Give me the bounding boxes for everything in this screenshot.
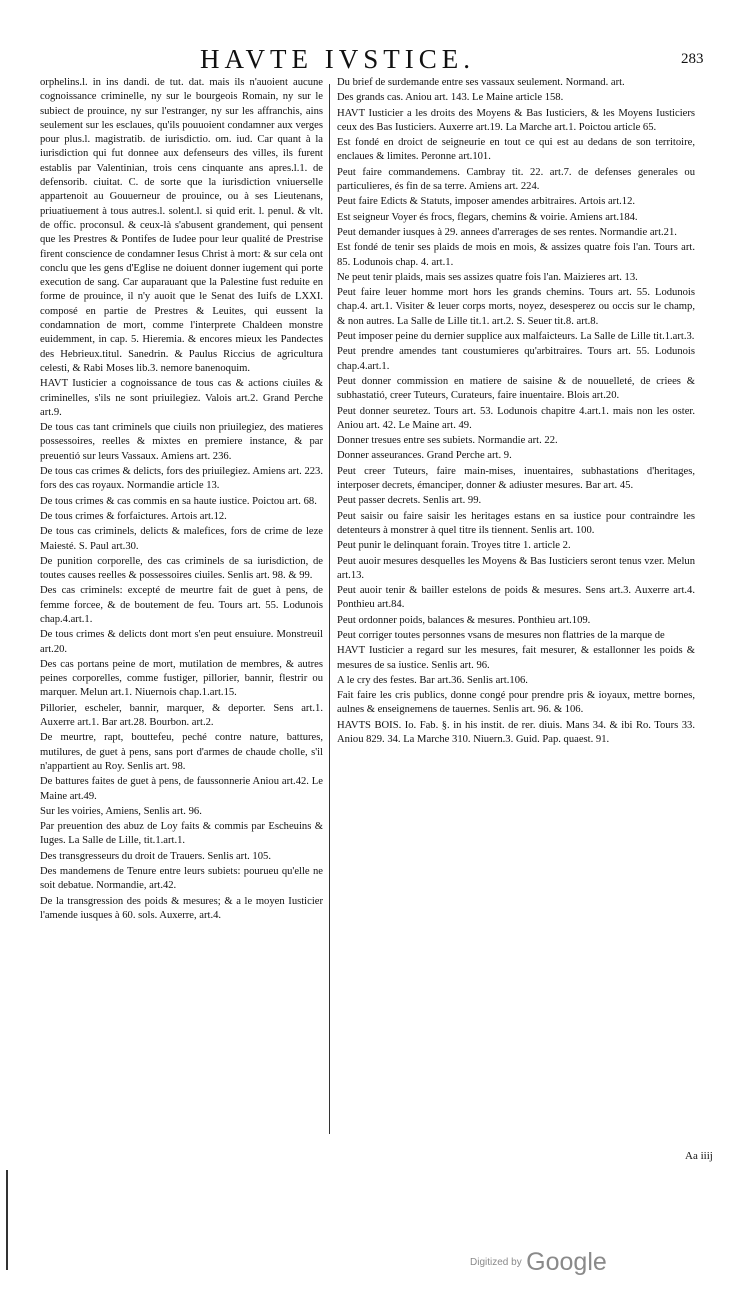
- paragraph: Peut saisir ou faire saisir les heritages estans en sa iustice pour contraindre les detenteurs à monstrer à quel titre ils tiennent. Senlis art. 100.: [337, 510, 695, 536]
- paragraph: Donner asseurances. Grand Perche art. 9.: [337, 450, 512, 462]
- paragraph: De tous cas tant criminels que ciuils non priuilegiez, des matieres possessoires, reelles & mixtes en premiere instance, & par preuentió sur leurs Vassaux. Amiens art. 236.: [40, 422, 323, 462]
- paragraph: De tous cas crimes & delicts, fors des priuilegiez. Amiens art. 223. fors des cas royaux. Normandie article 13.: [40, 466, 323, 492]
- paragraph: Peut ordonner poids, balances & mesures. Ponthieu art.109.: [337, 614, 591, 626]
- paragraph: Peut corriger toutes personnes vsans de mesures non flattries de la marque de: [337, 629, 665, 641]
- paragraph: Des cas portans peine de mort, mutilation de membres, & autres peines corporelles, comme fustiger, pillorier, bannir, flestrir ou marquer. Melun art.1. Niuernois chap.1.art.15.: [40, 658, 323, 699]
- paragraph: Fait faire les cris publics, donne congé pour prendre pris & ioyaux, mettre bornes, aulnes & enseignemens de tauernes. Senlis art. 96. & 106.: [337, 690, 695, 716]
- paragraph: Peut punir le delinquant forain. Troyes titre 1. article 2.: [337, 540, 571, 552]
- paragraph: Des grands cas. Aniou art. 143. Le Maine article 158.: [337, 92, 564, 104]
- paragraph: Peut auoir tenir & bailler estelons de poids & mesures. Sens art.3. Auxerre art.4. Ponthieu art.84.: [337, 585, 695, 611]
- paragraph: De meurtre, rapt, bouttefeu, peché contre nature, battures, mutilures, de guet à pens, sans port d'armes de chaude cholle, s'il n'appartient au Roy. Senlis art. 98.: [40, 732, 323, 772]
- paragraph: Peut creer Tuteurs, faire main-mises, inuentaires, subhastations d'heritages, interposer decrets, émanciper, donner & adiuster mesures. Bar art. 45.: [337, 465, 695, 492]
- paragraph: Peut prendre amendes tant coustumieres qu'arbitraires. Tours art. 55. Lodunois chap.4.art.1.: [337, 346, 695, 372]
- margin-scan-line: [6, 1170, 8, 1270]
- paragraph: Des transgresseurs du droit de Trauers. Senlis art. 105.: [40, 850, 271, 862]
- paragraph: Peut auoir mesures desquelles les Moyens & Bas Iusticiers seront tenus vzer. Melun art.13.: [337, 555, 695, 581]
- paragraph: Est fondé de tenir ses plaids de mois en mois, & assizes quatre fois l'an. Tours art. 85. Lodunois chap. 4. art.1.: [337, 242, 695, 268]
- google-logo: Google: [526, 1248, 607, 1276]
- paragraph: De battures faites de guet à pens, de faussonnerie Aniou art.42. Le Maine art.49.: [40, 776, 323, 802]
- paragraph: De tous cas criminels, delicts & malefices, fors de crime de leze Maiesté. S. Paul art.30.: [40, 526, 323, 552]
- paragraph: De tous crimes & delicts dont mort s'en peut ensuiure. Monstreuil art.20.: [40, 629, 323, 655]
- paragraph: Est seigneur Voyer és frocs, flegars, chemins & voirie. Amiens art.184.: [337, 211, 638, 223]
- paragraph: HAVT Iusticier a les droits des Moyens & Bas Iusticiers, & les Moyens Iusticiers ceux des Bas Iusticiers. Auxerre art.19. La Marche art.1. Poictou article 65.: [337, 107, 695, 133]
- page-number: 283: [681, 51, 704, 67]
- running-title: HAVTE IVSTICE.: [200, 44, 475, 74]
- paragraph: Peut demander iusques à 29. annees d'arrerages de ses rentes. Normandie art.21.: [337, 226, 677, 238]
- paragraph: De la transgression des poids & mesures; & a le moyen Iusticier l'amende iusques à 60. sols. Auxerre, art.4.: [40, 895, 323, 921]
- paragraph: A le cry des festes. Bar art.36. Senlis art.106.: [337, 674, 528, 686]
- paragraph: Des cas criminels: excepté de meurtre fait de guet à pens, de femme forcee, & de boutement de feu. Tours art. 55. Lodunois chap.4.art.1.: [40, 585, 323, 625]
- paragraph: Est fondé en droict de seigneurie en tout ce qui est au dedans de son territoire, enclaues & limites. Peronne art.101.: [337, 137, 695, 163]
- paragraph: HAVT Iusticier a cognoissance de tous cas & actions ciuiles & criminelles, s'ils ne sont priuilegiez. Valois art.2. Grand Perche art.9.: [40, 378, 323, 418]
- paragraph: HAVT Iusticier a regard sur les mesures, fait mesurer, & estallonner les poids & mesures de sa iustice. Senlis art. 96.: [337, 645, 695, 671]
- paragraph: HAVTS BOIS. Io. Fab. §. in his instit. de rer. diuis. Mans 34. & ibi Ro. Tours 33. Aniou 829. 34. La Marche 310. Niuern.3. Guid. Pap. quaest. 91.: [337, 719, 695, 746]
- column-divider: [329, 84, 330, 1134]
- paragraph: Ne peut tenir plaids, mais ses assizes quatre fois l'an. Maizieres art. 13.: [337, 271, 638, 283]
- paragraph: De tous crimes & cas commis en sa haute iustice. Poictou art. 68.: [40, 495, 317, 507]
- paragraph: Peut donner commission en matiere de saisine & de nouuelleté, de criees & subhastatió, creer Tuteurs, Curateurs, faire inuentaire. Blois art.20.: [337, 375, 695, 402]
- signature-mark: Aa iiij: [685, 1150, 713, 1162]
- paragraph: Peut faire leuer homme mort hors les grands chemins. Tours art. 55. Lodunois chap.4. art.1. Visiter & leuer corps morts, noyez, desesperez ou occis sur le champ, & non autres. La Salle de Lille tit.1. art.2. S. Seuer tit.8. art.8.: [337, 287, 695, 327]
- paragraph: Donner tresues entre ses subiets. Normandie art. 22.: [337, 435, 558, 447]
- paragraph: Des mandemens de Tenure entre leurs subiets: pourueu qu'elle ne soit debatue. Normandie, art.42.: [40, 866, 323, 892]
- paragraph: De tous crimes & forfaictures. Artois art.12.: [40, 510, 227, 522]
- paragraph: Sur les voiries, Amiens, Senlis art. 96.: [40, 805, 202, 817]
- paragraph: Peut imposer peine du dernier supplice aux malfaicteurs. La Salle de Lille tit.1.art.3.: [337, 331, 695, 343]
- paragraph: orphelins.l. in ins dandi. de tut. dat. mais ils n'auoient aucune cognoissance criminelle, ny sur le bourgeois Romain, ny sur le subiect de prouince, ny sur l'estranger, ny sur les affranchis, ains seulement sur les esclaues, qu'ils pouuoient condamner aux verges pour plus.l. magistratib. de iurisdictio. om. iud. Car quant à la iurisdiction qui fut donnee aux defenseurs des villes, ils furent establis par Valentinian, trois cens cinquante ans apres.l.1. de defensorib. ciuitat. C. de sorte que la iurisdiction vniuerselle appartenoit au Gouuerneur de prouince, ou à ses Lieutenans, priuatiuement à tous autres.l. solent.l. si quid erit. l. penul. & vlt. de offic. proconsul. & ceux-là s'abusent grandement, qui pensent que les Prestres & Pontifes de Iudee pour leur qualité de Prestrise firent conscience de condamner Iesus Christ à mort: & sur cela ont conclu que les gens d'Eglise ne doiuent donner iugement qui porte execution de sang. Car auparauant que la Palestine fust reduite en forme de prouince, il n'y auoit que le Senat des Iuifs de LXXI. composé en partie de Prestres & Leuites, qui eussent la condamnation de mort, comme l'interprete Chaldeen monstre euidemment, in cap. 5. Hieremia. & encores mieux les Pandectes des Hebrieux.titul. Sanedrin. & Paulus Riccius de agricultura celesti, & Rabi Moses lib.3. nemore banenoquim.: [40, 77, 323, 374]
- paragraph: De punition corporelle, des cas criminels de sa iurisdiction, de toutes causes reelles & possessoires ciuiles. Senlis art. 98. & 99.: [40, 555, 323, 582]
- paragraph: Peut donner seuretez. Tours art. 53. Lodunois chapitre 4.art.1. mais non les oster. Aniou art. 42. Le Maine art. 49.: [337, 405, 695, 431]
- digitized-prefix: Digitized by: [470, 1257, 522, 1268]
- paragraph: Du brief de surdemande entre ses vassaux seulement. Normand. art.: [337, 77, 625, 88]
- left-column: [40, 76, 323, 924]
- right-column: [337, 76, 695, 748]
- paragraph: Peut faire Edicts & Statuts, imposer amendes arbitraires. Artois art.12.: [337, 196, 636, 208]
- paragraph: Peut passer decrets. Senlis art. 99.: [337, 495, 482, 507]
- digitized-watermark: [470, 1248, 607, 1277]
- paragraph: Peut faire commandemens. Cambray tit. 22. art.7. de defenses generales ou particulieres, és fin de sa terre. Amiens art. 224.: [337, 166, 695, 193]
- paragraph: Par preuention des abuz de Loy faits & commis par Escheuins & Iuges. La Salle de Lille, tit.1.art.1.: [40, 821, 323, 847]
- paragraph: Pillorier, escheler, bannir, marquer, & deporter. Sens art.1. Auxerre art.1. Bar art.28. Bourbon. art.2.: [40, 702, 323, 729]
